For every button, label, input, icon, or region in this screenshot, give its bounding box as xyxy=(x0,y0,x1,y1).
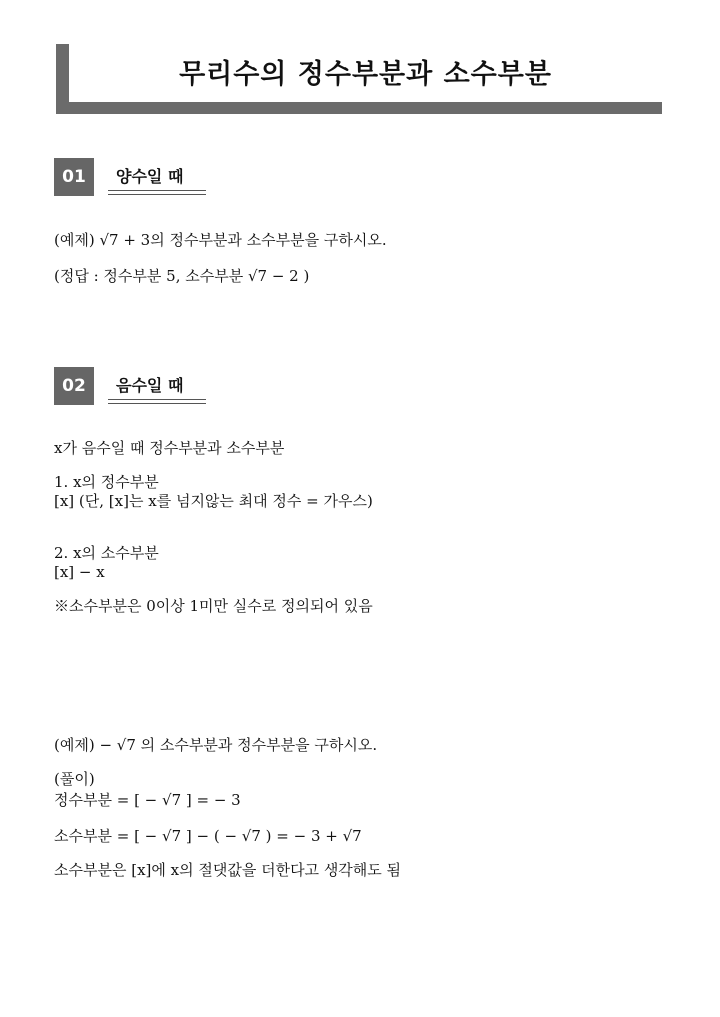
item2-body: [x] − x xyxy=(54,563,105,581)
item2-title: 2. x의 소수부분 xyxy=(54,544,159,562)
example-negative: (예제) − √7 의 소수부분과 정수부분을 구하시오. xyxy=(54,736,378,754)
section-number: 01 xyxy=(54,158,94,196)
conclusion-line: 소수부분은 [x]에 x의 절댓값을 더한다고 생각해도 됨 xyxy=(54,861,402,879)
answer-positive: (정답 : 정수부분 5, 소수부분 √7 − 2 ) xyxy=(54,267,310,285)
title-bottom-bar xyxy=(56,102,662,114)
solution-label: (풀이) xyxy=(54,770,95,788)
item1-title: 1. x의 정수부분 xyxy=(54,473,159,491)
example-positive: (예제) √7 + 3의 정수부분과 소수부분을 구하시오. xyxy=(54,231,387,249)
fraction-part-line: 소수부분 = [ − √7 ] − ( − √7 ) = − 3 + √7 xyxy=(54,827,362,845)
section-underline xyxy=(108,399,206,404)
section-label: 음수일 때 xyxy=(116,376,184,395)
title-banner xyxy=(56,44,662,114)
page-title: 무리수의 정수부분과 소수부분 xyxy=(179,59,552,90)
item1-body: [x] (단, [x]는 x를 넘지않는 최대 정수 = 가우스) xyxy=(54,492,373,510)
section-label: 양수일 때 xyxy=(116,167,184,186)
integer-part-line: 정수부분 = [ − √7 ] = − 3 xyxy=(54,791,241,809)
section-header-negative xyxy=(54,367,214,417)
section-number: 02 xyxy=(54,367,94,405)
negative-intro: x가 음수일 때 정수부분과 소수부분 xyxy=(54,439,285,457)
section-header-positive xyxy=(54,158,214,208)
note: ※소수부분은 0이상 1미만 실수로 정의되어 있음 xyxy=(54,597,373,615)
section-underline xyxy=(108,190,206,195)
